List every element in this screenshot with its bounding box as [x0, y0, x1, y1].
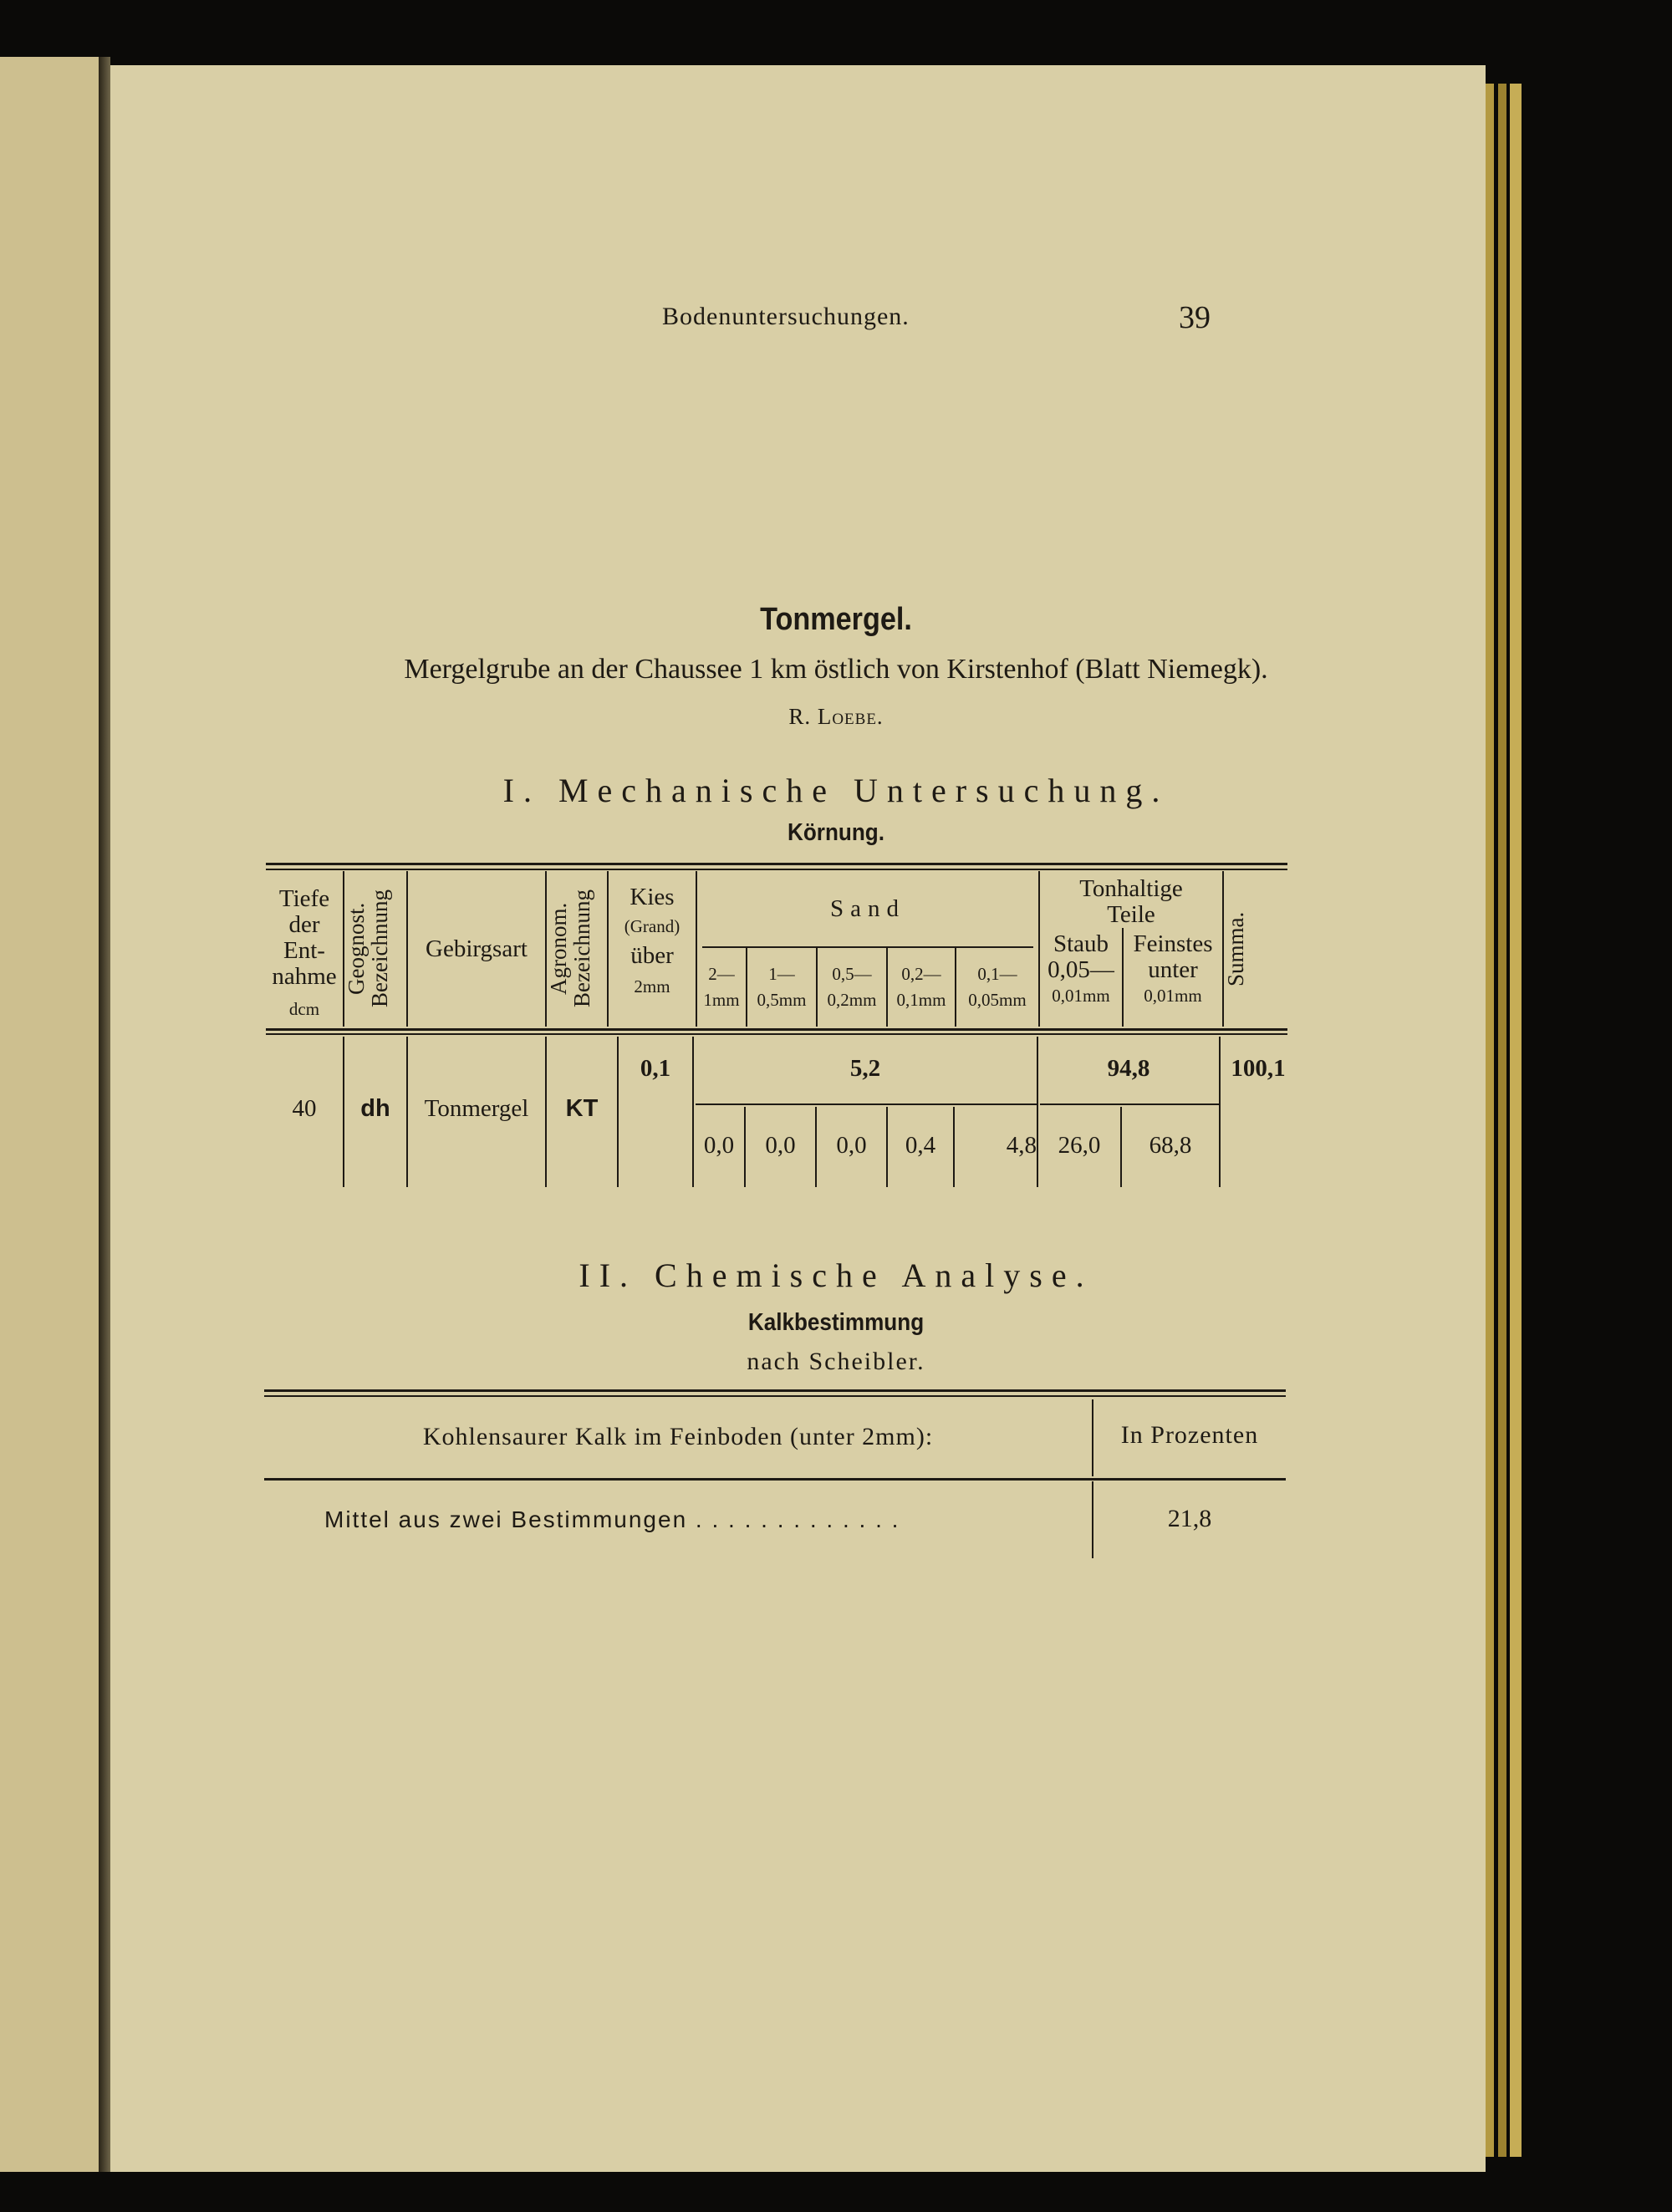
header-sand-02-01 — [888, 961, 955, 1013]
author — [0, 704, 1672, 730]
header-sand-05-02 — [818, 961, 886, 1013]
header-line: 0,1mm — [896, 990, 946, 1010]
author-name: R. Loebe. — [788, 704, 884, 729]
header-staub — [1040, 931, 1122, 1009]
cell-sand-01-005: 4,8 — [1006, 1132, 1037, 1159]
sand-value-rule — [696, 1103, 1037, 1105]
header-line: Bezeichnung — [569, 889, 594, 1008]
header-tiefe — [266, 886, 343, 1022]
header-line: 0,5mm — [757, 990, 807, 1010]
cell-summa: 100,1 — [1231, 1055, 1286, 1082]
header-gebirgsart: Gebirgsart — [426, 935, 528, 962]
header-line: Tiefe — [278, 885, 330, 912]
running-head: Bodenuntersuchungen. — [662, 303, 910, 330]
header-line: Feinstes — [1133, 930, 1213, 957]
table-rule-head — [266, 1028, 1287, 1031]
cell-agronom: KT — [565, 1095, 599, 1122]
page-edge — [1498, 84, 1506, 2157]
header-agronom — [547, 873, 607, 1025]
header-unit: dcm — [288, 999, 320, 1019]
header-sand-1-05 — [747, 961, 816, 1013]
ton-value-rule — [1040, 1103, 1219, 1105]
header-line: über — [630, 942, 674, 969]
table-rule-top — [264, 1389, 1286, 1392]
header-line: 0,05mm — [968, 990, 1027, 1010]
document-title: Tonmergel. — [760, 602, 912, 637]
header-sand: Sand — [830, 895, 905, 922]
header-kies — [609, 884, 696, 1000]
header-line: Bezeichnung — [367, 889, 392, 1008]
header-line: 0,2mm — [827, 990, 877, 1010]
section-2-heading: II. Chemische Analyse. — [579, 1256, 1093, 1294]
cell-tiefe: 40 — [292, 1095, 317, 1122]
header-line: 0,5— — [832, 964, 872, 984]
header-line: Geognost. — [344, 902, 369, 996]
header-line: Ent- — [283, 937, 325, 964]
section-1-subheading: Körnung. — [788, 819, 884, 846]
header-line: nahme — [272, 963, 337, 990]
header-feinstes — [1124, 931, 1222, 1009]
header-line: 1mm — [703, 990, 740, 1010]
document-subtitle: Mergelgrube an der Chaussee 1 km östlich von Kirstenhof (Blatt Niemegk). — [404, 654, 1268, 685]
header-line: (Grand) — [624, 916, 681, 936]
header-line: Tonhaltige — [1079, 875, 1183, 902]
section-1-heading: I. Mechanische Untersuchung. — [502, 772, 1170, 809]
cell-geognost: dh — [360, 1095, 390, 1122]
header-ton — [1040, 876, 1222, 928]
header-line: 2— — [708, 964, 735, 984]
cell-gebirgsart: Tonmergel — [424, 1095, 529, 1122]
cell-sand-1-05: 0,0 — [765, 1132, 796, 1159]
section-2-method: nach Scheibler. — [747, 1348, 925, 1375]
cell-kies: 0,1 — [640, 1055, 671, 1082]
header-line: Staub — [1053, 930, 1109, 957]
table-rule-head-2 — [266, 1033, 1287, 1035]
header-sand-01-005 — [956, 961, 1038, 1013]
cell-feinstes: 68,8 — [1149, 1132, 1192, 1159]
header-line: 0,01mm — [1144, 986, 1202, 1006]
chem-header-left: Kohlensaurer Kalk im Feinboden (unter 2mm): — [422, 1423, 934, 1450]
header-line: unter — [1148, 956, 1198, 983]
header-summa: Summa. — [1223, 911, 1248, 986]
chem-header-right: In Prozenten — [1120, 1421, 1259, 1449]
cell-sand-2-1: 0,0 — [703, 1132, 735, 1159]
header-line: Teile — [1107, 901, 1155, 928]
cell-staub: 26,0 — [1058, 1132, 1101, 1159]
header-sand-2-1 — [697, 961, 746, 1013]
left-page-edge — [0, 57, 99, 2172]
header-line: 1— — [768, 964, 795, 984]
header-line: der — [288, 911, 320, 938]
header-line: 0,2— — [901, 964, 941, 984]
header-line: Kies — [630, 884, 675, 910]
cell-sand-total: 5,2 — [849, 1055, 881, 1082]
page-number: 39 — [1179, 300, 1211, 335]
sand-sub-rule — [702, 946, 1033, 948]
chem-row-value: 21,8 — [1167, 1505, 1212, 1532]
header-line: 2mm — [634, 976, 670, 996]
cell-ton-total: 94,8 — [1107, 1055, 1150, 1082]
section-2-subheading: Kalkbestimmung — [747, 1309, 925, 1336]
cell-sand-02-01: 0,4 — [905, 1132, 936, 1159]
header-line: 0,1— — [977, 964, 1017, 984]
chem-row-label: Mittel aus zwei Bestimmungen . . . . . . . . . . . . . — [324, 1506, 900, 1532]
page-edge — [1510, 84, 1522, 2157]
header-line: Agronom. — [546, 902, 571, 996]
book-gutter — [99, 57, 110, 2172]
page-edge — [1486, 84, 1494, 2157]
table-rule-head — [264, 1478, 1286, 1481]
table-rule-top — [266, 863, 1287, 865]
cell-sand-05-02: 0,0 — [836, 1132, 867, 1159]
header-line: 0,01mm — [1052, 986, 1110, 1006]
header-geognost — [344, 873, 405, 1025]
table-rule-top-2 — [266, 869, 1287, 870]
header-line: 0,05— — [1048, 956, 1114, 983]
table-rule-top-2 — [264, 1395, 1286, 1397]
